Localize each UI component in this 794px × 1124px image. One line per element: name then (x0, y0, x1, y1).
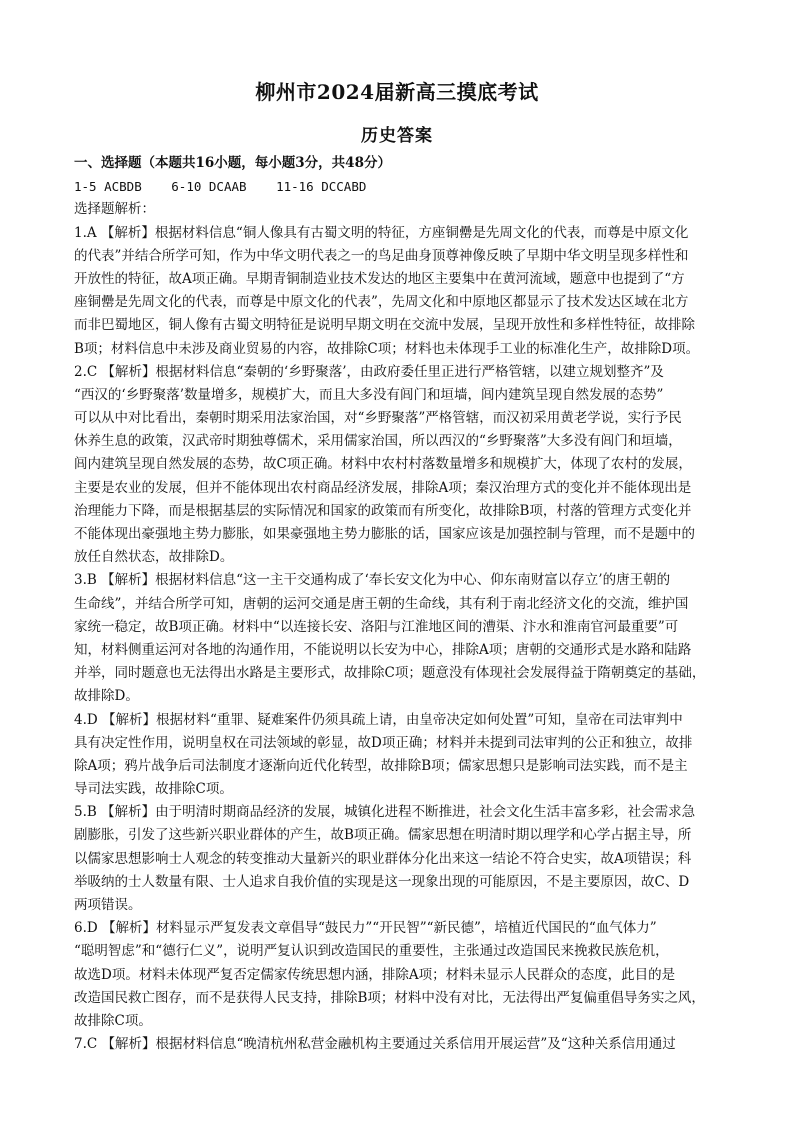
analysis-item (74, 709, 724, 802)
page-subtitle: 历史答案 (361, 126, 433, 146)
answer-group-3: 11-16 DCCABD (276, 179, 367, 195)
analysis-item (74, 801, 724, 917)
analysis-line: 放任自然状态，故排除D。 (74, 549, 234, 566)
analysis-line: 1.A 【解析】根据材料信息“铜人像具有古蜀文明的特征，方座铜罍是先周文化的代表，而尊是中原文化 (74, 224, 689, 241)
analysis-line: 可以从中对比看出，秦朝时期采用法家治国，对“乡野聚落”严格管辖，而汉初采用黄老学说，实行予民 (74, 410, 682, 427)
analysis-line: 而非巴蜀地区，铜人像有古蜀文明特征是说明早期文明在交流中发展，呈现开放性和多样性特征，故排除 (74, 317, 695, 334)
analysis-line: 不能体现出豪强地主势力膨胀，如果豪强地主势力膨胀的话，国家应该是加强控制与管理，而不是题中的 (74, 526, 695, 542)
analysis-line: 主要是农业的发展，但并不能体现出农村商品经济发展，排除A项；秦汉治理方式的变化并不能体现出是 (74, 479, 692, 496)
analysis-line: 举吸纳的士人数量有限、士人追求自我价值的实现是这一现象出现的可能原因，不是主要原因，故C、D (74, 873, 690, 890)
analysis-line: 具有决定性作用，说明皇权在司法领域的彰显，故D项正确；材料并未提到司法审判的公正和独立，故排 (74, 734, 693, 751)
analysis-line: 治理能力下降，而是根据基层的实际情况和国家的政策而有所变化，故排除B项，村落的管理方式变化并 (74, 502, 692, 519)
analysis-line: 故排除C项。 (74, 1012, 152, 1029)
analysis-line: 并举，同时题意也无法得出水路是主要形式，故排除C项；题意没有体现社会发展得益于隋朝奠定的基础， (74, 665, 706, 682)
analysis-item (74, 917, 724, 1033)
analysis-item (74, 361, 724, 570)
analysis-line: 两项错误。 (74, 897, 142, 913)
analysis-line: 改造国民救亡图存，而不是获得人民支持，排除B项；材料中没有对比，无法得出严复偏重倡导务实之风， (74, 989, 705, 1006)
analysis-line: 休养生息的政策，汉武帝时期独尊儒术，采用儒家治国，所以西汉的“乡野聚落”大多没有闾门和垣墙， (74, 433, 682, 450)
analysis-line: 5.B 【解析】由于明清时期商品经济的发展，城镇化进程不断推进，社会文化生活丰富多彩，社会需求急 (74, 804, 696, 821)
analysis-line: 生命线”，并结合所学可知，唐朝的运河交通是唐王朝的生命线，其有利于南北经济文化的交流，维护国 (74, 595, 689, 612)
analysis-line: “聪明智虑”和“德行仁义”，说明严复认识到改造国民的重要性，主张通过改造国民来挽救民族危机， (74, 943, 669, 960)
answer-group-2: 6-10 DCAAB (171, 179, 247, 195)
answer-group-1: 1-5 ACBDB (74, 179, 142, 195)
page-title: 柳州市2024届新高三摸底考试 (255, 80, 539, 104)
analysis-line: 以儒家思想影响士人观念的转变推动大量新兴的职业群体分化出来这一结论不符合史实，故A项错误；科 (74, 850, 692, 867)
analysis-item (74, 1033, 724, 1056)
analysis-line: 开放性的特征，故A项正确。早期青铜制造业技术发达的地区主要集中在黄河流域，题意中也提到了“方 (74, 270, 685, 287)
analysis-line: B项；材料信息中未涉及商业贸易的内容，故排除C项；材料也未体现手工业的标准化生产，故排除D项。 (74, 340, 700, 357)
analysis-line: 7.C 【解析】根据材料信息“晚清杭州私营金融机构主要通过关系信用开展运营”及“这种关系信用通过 (74, 1036, 676, 1053)
analysis-line: 闾内建筑呈现自然发展的态势，故C项正确。材料中农村村落数量增多和规模扩大，体现了农村的发展， (74, 456, 692, 473)
analysis-line: 2.C 【解析】根据材料信息“秦朝的‘乡野聚落’，由政府委任里正进行严格管辖，以建立规划整齐”及 (74, 363, 664, 380)
analysis-list (74, 222, 724, 1057)
analysis-line: 的代表”并结合所学可知，作为中华文明代表之一的鸟足曲身顶尊神像反映了早期中华文明呈现多样性和 (74, 247, 689, 264)
analysis-line: 除A项；鸦片战争后司法制度才逐渐向近代化转型，故排除B项；儒家思想只是影响司法实践，而不是主 (74, 757, 688, 774)
answer-key (74, 175, 724, 198)
analysis-line: 6.D 【解析】材料显示严复发表文章倡导“鼓民力”“开民智”“新民德”，培植近代国民的“血气体力” (74, 920, 657, 937)
section-heading: 一、选择题（本题共16小题，每小题3分，共48分） (74, 155, 391, 171)
analysis-line: 4.D 【解析】根据材料“重罪、疑难案件仍须具疏上请，由皇帝决定如何处置”可知，皇帝在司法审判中 (74, 711, 683, 728)
analysis-line: 家统一稳定，故B项正确。材料中“以连接长安、洛阳与江淮地区间的漕渠、汴水和淮南官河最重要”可 (74, 618, 679, 635)
analysis-item (74, 569, 724, 708)
analysis-line: 3.B 【解析】根据材料信息“这一主干交通构成了‘奉长安文化为中心、仰东南财富以存立’的唐王朝的 (74, 572, 671, 589)
analysis-line: “西汉的‘乡野聚落’数量增多，规模扩大，而且大多没有闾门和垣墙，闾内建筑呈现自然发展的态势” (74, 386, 664, 403)
analysis-line: 导司法实践，故排除C项。 (74, 781, 233, 798)
analysis-item (74, 222, 724, 361)
analysis-line: 故排除D。 (74, 688, 139, 705)
analysis-line: 剧膨胀，引发了这些新兴职业群体的产生，故B项正确。儒家思想在明清时期以理学和心学占据主导，所 (74, 827, 692, 844)
analysis-line: 座铜罍是先周文化的代表，而尊是中原文化的代表”，先周文化和中原地区都显示了技术发达区域在北方 (74, 294, 689, 311)
analysis-line: 知，材料侧重运河对各地的沟通作用，不能说明以长安为中心，排除A项；唐朝的交通形式是水路和陆路 (74, 641, 692, 658)
analysis-label: 选择题解析： (74, 201, 155, 218)
answer-content (74, 152, 724, 1056)
analysis-line: 故选D项。材料未体现严复否定儒家传统思想内涵，排除A项；材料未显示人民群众的态度，此目的是 (74, 966, 676, 983)
